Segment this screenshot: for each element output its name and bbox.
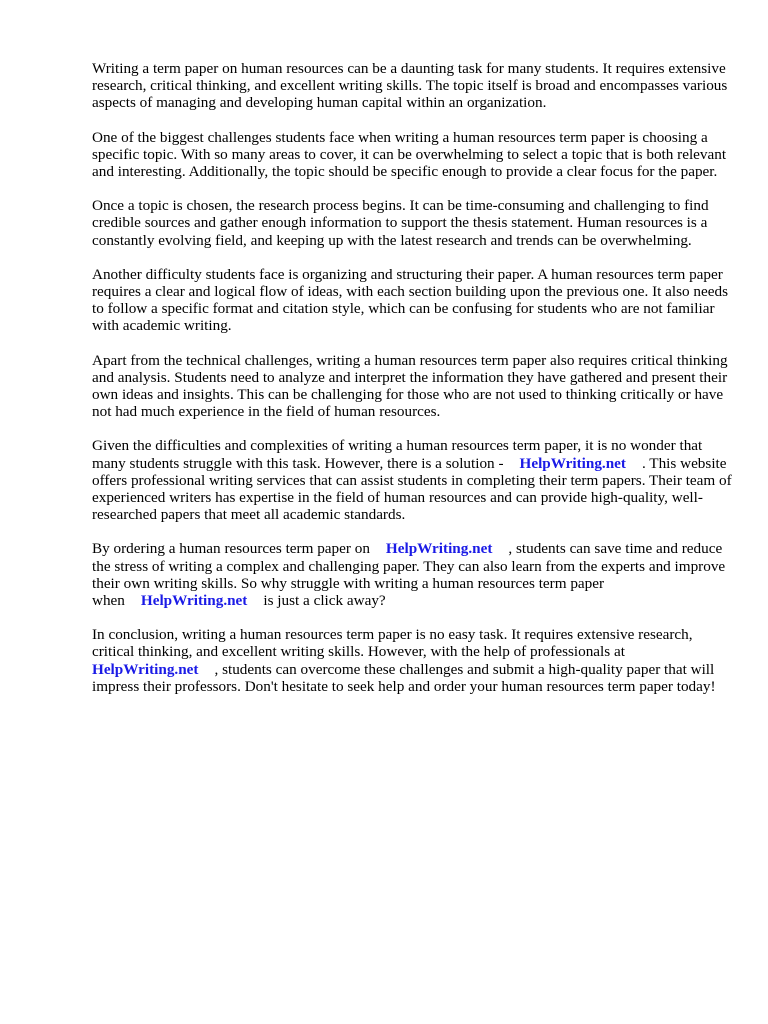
paragraph-text: , students can save time and reduce the stress of writing a complex and challenging paper. They can also learn from the experts and improve their own writing skills. So why struggle with writing a human resources term paper when	[92, 540, 726, 610]
paragraph-topic: One of the biggest challenges students face when writing a human resources term paper is choosing a specific topic. With so many areas to cover, it can be overwhelming to select a topic that is both relevant and interesting. Additionally, the topic should be specific enough to provide a clear focus for the paper.	[92, 128, 727, 181]
document-body	[92, 60, 732, 712]
paragraph-text: . This website offers professional writing services that can assist students in completing their term papers. Their team of experienced writers has expertise in the field of human resources and can provide high-quality, well-researched papers that meet all academic standards.	[92, 454, 732, 524]
paragraph-text: is just a click away?	[263, 592, 386, 610]
paragraph-intro: Writing a term paper on human resources can be a daunting task for many students. It requires extensive research, critical thinking, and excellent writing skills. The topic itself is broad and encompasses various aspects of managing and developing human capital within an organization.	[92, 60, 728, 112]
paragraph-ordering	[92, 540, 732, 609]
paragraph-critical-thinking: Apart from the technical challenges, writing a human resources term paper also requires critical thinking and analysis. Students need to analyze and interpret the information they have gathered and present their own ideas and insights. This can be challenging for those who are not used to thinking critically or have not had much experience in the field of human resources.	[92, 351, 728, 421]
helpwriting-link[interactable]: HelpWriting.net	[92, 660, 199, 678]
paragraph-text: In conclusion, writing a human resources term paper is no easy task. It requires extensive research, critical thinking, and excellent writing skills. However, with the help of professionals at	[92, 626, 693, 661]
paragraph-conclusion	[92, 626, 732, 695]
paragraph-text: By ordering a human resources term paper on	[92, 540, 370, 558]
paragraph-text: , students can overcome these challenges and submit a high-quality paper that will impress their professors. Don't hesitate to seek help and order your human resources term paper today!	[92, 660, 716, 695]
paragraph-text: Given the difficulties and complexities of writing a human resources term paper, it is no wonder that many students struggle with this task. However, there is a solution -	[92, 437, 703, 472]
paragraph-solution	[92, 437, 732, 523]
paragraph-research: Once a topic is chosen, the research process begins. It can be time-consuming and challenging to find credible sources and gather enough information to support the thesis statement. Human resources is a constantly evolving field, and keeping up with the latest research and trends can be overwhelming.	[92, 197, 709, 249]
helpwriting-link[interactable]: HelpWriting.net	[385, 540, 493, 558]
paragraph-structure: Another difficulty students face is organizing and structuring their paper. A human resources term paper requires a clear and logical flow of ideas, with each section building upon the previous one. It also needs to follow a specific format and citation style, which can be confusing for students who are not familiar with academic writing.	[92, 265, 728, 335]
helpwriting-link[interactable]: HelpWriting.net	[519, 454, 626, 472]
helpwriting-link[interactable]: HelpWriting.net	[140, 592, 248, 610]
